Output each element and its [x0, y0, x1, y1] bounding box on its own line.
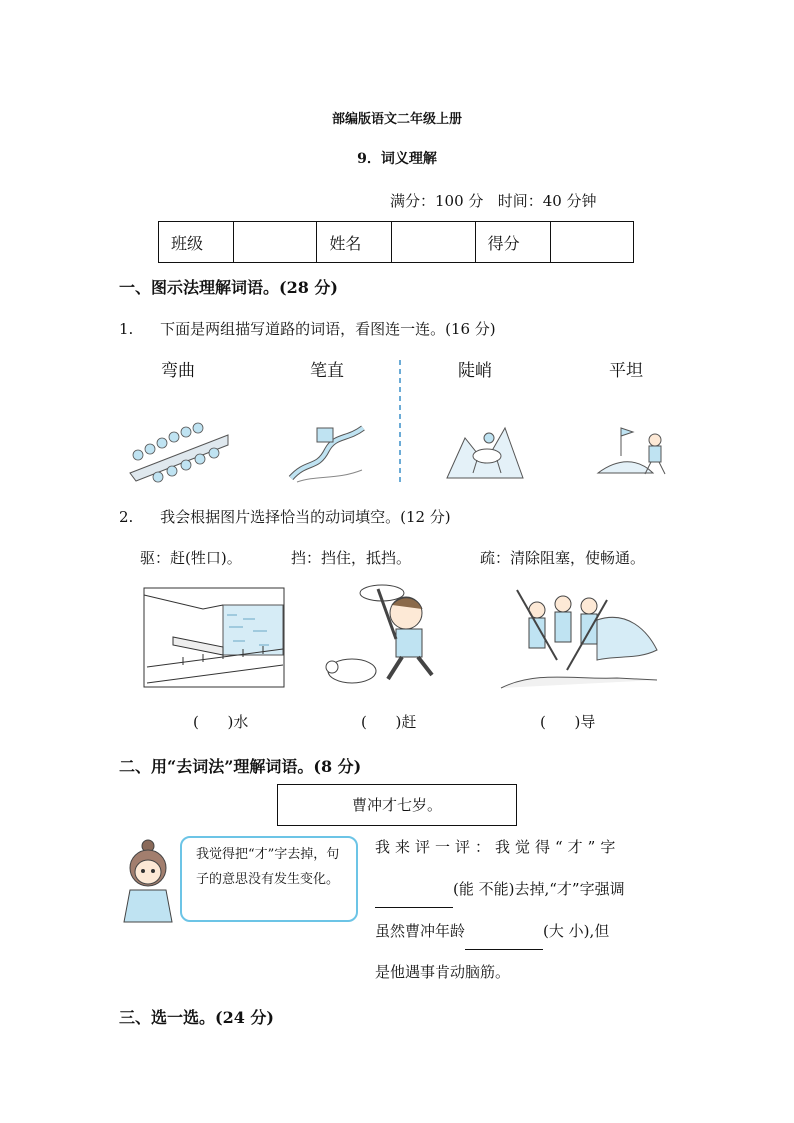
class-label: 班级 — [159, 222, 234, 263]
q1-number: 1. — [119, 320, 134, 338]
name-label: 姓名 — [317, 222, 392, 263]
eval-line-4: 是他遇事肯动脑筋。 — [375, 963, 511, 981]
speech-bubble-text: 我觉得把“才”字去掉，句子的意思没有发生变化。 — [196, 847, 340, 887]
mountain-horse-picture[interactable] — [445, 418, 525, 483]
girl-avatar — [118, 836, 182, 926]
q2-text: 我会根据图片选择恰当的动词填空。(12 分) — [160, 508, 451, 526]
definition-shu: 疏：清除阻塞，使畅通。 — [480, 549, 646, 567]
q1-text: 下面是两组描写道路的词语，看图连一连。(16 分) — [160, 320, 496, 338]
word-steep[interactable]: 陡峭 — [458, 361, 492, 381]
student-info-table — [158, 221, 634, 263]
score-label: 得分 — [475, 222, 550, 263]
eval-line-2 — [375, 870, 625, 908]
word-winding[interactable]: 弯曲 — [161, 361, 195, 381]
name-field[interactable] — [392, 222, 475, 263]
word-straight[interactable]: 笔直 — [310, 361, 344, 381]
q2-number: 2. — [119, 508, 134, 526]
answer-blank-1[interactable] — [375, 889, 453, 908]
eval-line-2-text: (能 不能)去掉,“才”字强调 — [453, 880, 625, 898]
eval-line-1: 我来评一评：我觉得“才”字 — [375, 838, 621, 856]
straight-tree-road-picture[interactable] — [128, 415, 230, 485]
eval-line-3-prefix: 虽然曹冲年龄 — [375, 922, 466, 940]
definition-qu: 驱：赶(牲口)。 — [140, 549, 242, 567]
q1-prompt — [119, 318, 496, 339]
definition-dang: 挡：挡住，抵挡。 — [291, 549, 412, 567]
answer-blank-2[interactable] — [465, 931, 543, 950]
q2-prompt — [119, 506, 451, 527]
section2-title: 二、用“去词法”理解词语。(8 分) — [119, 757, 362, 776]
example-sentence-box: 曹冲才七岁。 — [277, 784, 517, 826]
section1-title: 一、图示法理解词语。(28 分) — [119, 278, 338, 297]
unit-title: 9．词义理解 — [357, 151, 437, 167]
great-wall-picture[interactable] — [287, 420, 367, 485]
flat-road-boy-picture[interactable] — [593, 418, 673, 483]
dam-water-picture — [143, 587, 285, 688]
eval-line-3-suffix: (大 小),但 — [543, 922, 610, 940]
section3-title: 三、选一选。(24 分) — [119, 1008, 274, 1027]
score-field[interactable] — [550, 222, 633, 263]
blank-drive[interactable]: ( )赶 — [361, 713, 417, 731]
blank-water[interactable]: ( )水 — [193, 713, 249, 731]
word-flat[interactable]: 平坦 — [609, 361, 643, 381]
class-field[interactable] — [234, 222, 317, 263]
book-title: 部编版语文二年级上册 — [331, 112, 462, 127]
dredging-river-picture — [497, 580, 659, 691]
dashed-divider — [398, 360, 402, 485]
blank-guide[interactable]: ( )导 — [540, 713, 596, 731]
score-info: 满分：100 分 时间：40 分钟 — [390, 192, 597, 210]
boy-herding-pig-picture — [322, 583, 462, 689]
eval-line-3 — [375, 912, 609, 950]
